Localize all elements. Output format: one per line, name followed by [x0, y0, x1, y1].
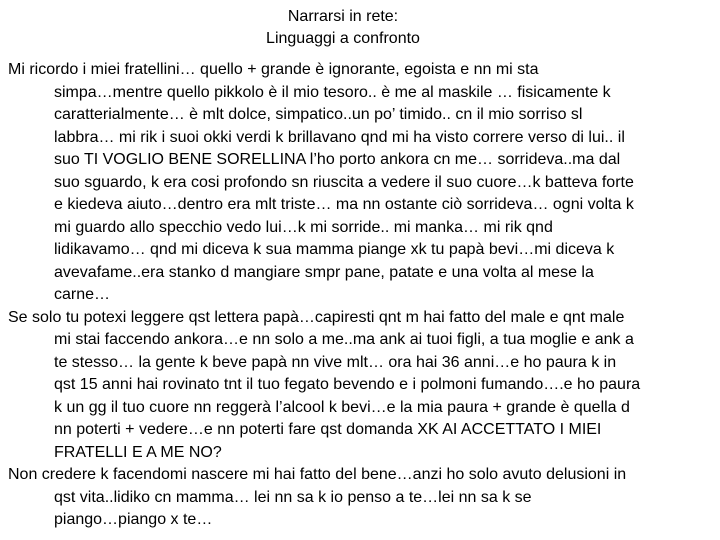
letter-body	[8, 59, 714, 532]
text-line: suo sguardo, k era cosi profondo sn riuscita a vedere il suo cuore…k batteva forte	[54, 173, 634, 191]
text-line: mi stai faccendo ankora…e nn solo a me..ma ank ai tuoi figli, a tua moglie e ank a	[54, 331, 634, 348]
text-line: simpa…mentre quello pikkolo è il mio tesoro.. è me al maskile … fisicamente k	[54, 83, 611, 101]
title-line-2: Linguaggi a confronto	[266, 30, 420, 47]
text-line: k un gg il tuo cuore nn reggerà l’alcool k bevi…e la mia paura + grande è quella d	[54, 398, 630, 416]
paragraph-3	[8, 464, 714, 532]
text-line: nn poterti + vedere…e nn poterti fare qst domanda XK AI ACCETTATO I MIEI	[54, 421, 602, 438]
text-line: carne…	[54, 286, 111, 303]
paragraph-2	[8, 307, 714, 465]
text-line: lidikavamo… qnd mi diceva k sua mamma piange xk tu papà bevi…mi diceva k	[54, 241, 615, 258]
text-line: piango…piango x te…	[54, 511, 213, 528]
title-line-1: Narrarsi in rete:	[287, 8, 399, 25]
text-line: FRATELLI E A ME NO?	[54, 443, 222, 461]
text-line: Mi ricordo i miei fratellini… quello + grande è ignorante, egoista e nn mi sta	[8, 61, 539, 78]
text-line: Se solo tu potexi leggere qst lettera papà…capiresti qnt m hai fatto del male e qnt male	[8, 308, 625, 326]
paragraph-1	[8, 59, 714, 307]
text-line: labbra… mi rik i suoi okki verdi k brillavano qnd mi ha visto correre verso di lui.. il	[54, 128, 625, 146]
text-line: caratterialmente… è mlt dolce, simpatico..un po’ timido.. cn il mio sorriso sl	[54, 106, 583, 123]
text-line: e kiedeva aiuto…dentro era mlt triste… ma nn ostante ciò sorrideva… ogni volta k	[54, 196, 634, 213]
text-line: avevafame..era stanko d mangiare smpr pane, patate e una volta al mese la	[54, 263, 594, 281]
text-line: qst 15 anni hai rovinato tnt il tuo fegato bevendo e i polmoni fumando….e ho paura	[54, 376, 641, 393]
text-line: mi guardo allo specchio vedo lui…k mi sorride.. mi manka… mi rik qnd	[54, 218, 553, 236]
text-line: Non credere k facendomi nascere mi hai fatto del bene…anzi ho solo avuto delusioni in	[8, 466, 627, 483]
text-line: qst vita..lidiko cn mamma… lei nn sa k io penso a te…lei nn sa k se	[54, 488, 532, 506]
text-line: suo TI VOGLIO BENE SORELLINA l’ho porto ankora cn me… sorrideva..ma dal	[54, 151, 621, 168]
text-line: te stesso… la gente k beve papà nn vive mlt… ora hai 36 anni…e ho paura k in	[54, 353, 617, 371]
slide-title	[0, 6, 686, 50]
